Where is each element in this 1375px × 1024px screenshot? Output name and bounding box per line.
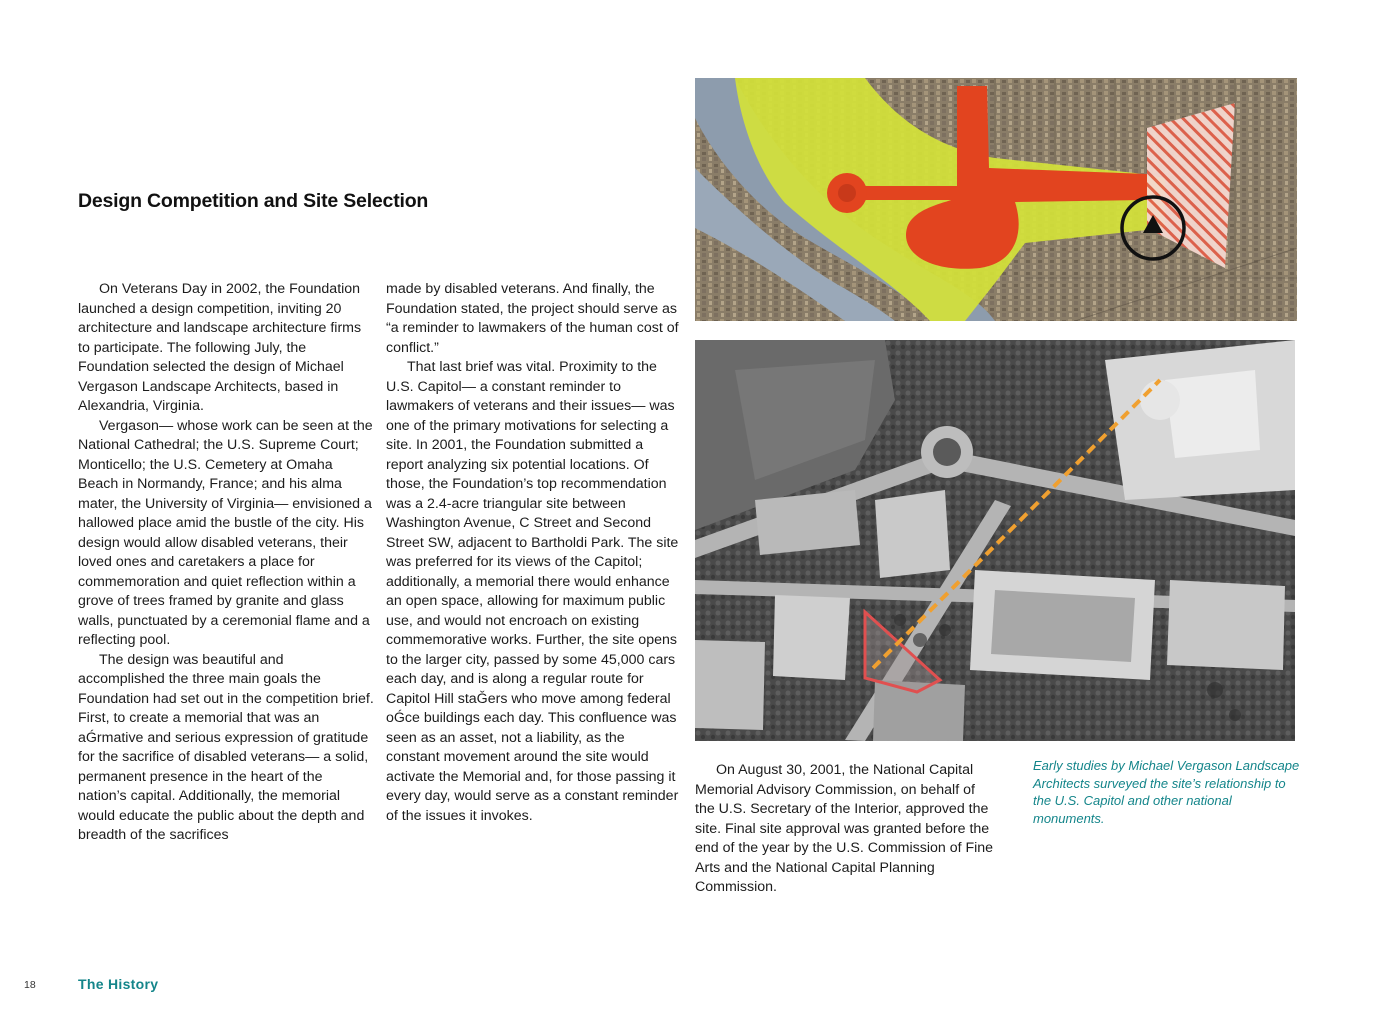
- paragraph: The design was beautiful and accomplished the three main goals the Foundation had set out in the competition brief. First, to create a memorial that was an aǴrmative and serious expression of gratitude for the sacrifice of disabled veterans— a solid, permanent presence in the heart of the nation’s capital. Additionally, the memorial would educate the public about the depth and breadth of the sacrifices: [78, 651, 374, 843]
- image-caption: Early studies by Michael Vergason Landscape Architects surveyed the site’s relationship to the U.S. Capitol and other national monuments.: [1033, 758, 1300, 826]
- text-column-2: [386, 280, 682, 826]
- paragraph: On August 30, 2001, the National Capital Memorial Advisory Commission, on behalf of the U.S. Secretary of the Interior, approved the site. Final site approval was granted before the end of the year by the U.S. Commission of Fine Arts and the National Capital Planning Commission.: [695, 762, 994, 895]
- running-footer-section: The History: [78, 976, 159, 992]
- text-column-1: [78, 280, 374, 846]
- paragraph-continuation: made by disabled veterans. And finally, the Foundation stated, the project should serve as “a reminder to lawmakers of the human cost of conflict.”: [386, 281, 679, 356]
- paragraph: That last brief was vital. Proximity to the U.S. Capitol— a constant reminder to lawmakers of veterans and their issues— was one of the primary motivations for selecting a site. In 2001, the Foundation submitted a report analyzing six potential locations. Of those, the Foundation’s top recommendation was a 2.4-acre triangular site between Washington Avenue, C Street and Second Street SW, adjacent to Bartholdi Park. The site was preferred for its views of the Capitol; additionally, a memorial there would enhance an open space, allowing for maximum public use, and would not encroach on existing commemorative works. Further, the site opens to the larger city, passed by some 45,000 cars each day, and is along a regular route for Capitol Hill staǦers who move among federal oǴce buildings each day. This confluence was seen as an asset, not a liability, as the constant movement around the site would activate the Memorial and, for those passing it every day, would serve as a constant reminder of the issues it invokes.: [386, 359, 679, 824]
- page-number: 18: [24, 979, 36, 991]
- paragraph: On Veterans Day in 2002, the Foundation launched a design competition, inviting 20 architecture and landscape architecture firms to participate. The following July, the Foundation selected the design of Michael Vergason Landscape Architects, based in Alexandria, Virginia.: [78, 281, 362, 414]
- paragraph: Vergason— whose work can be seen at the National Cathedral; the U.S. Supreme Court; Monticello; the U.S. Cemetery at Omaha Beach in Normandy, France; and his alma mater, the University of Virginia— envisioned a hallowed place amid the bustle of the city. His design would allow disabled veterans, their loved ones and caretakers a place for commemoration and quiet reflection within a grove of trees framed by granite and glass walls, punctuated by a ceremonial flame and a reflecting pool.: [78, 417, 373, 648]
- section-heading: Design Competition and Site Selection: [78, 190, 429, 212]
- mall-zoning-map: [695, 78, 1297, 321]
- site-sightline-aerial: [695, 340, 1295, 741]
- text-column-3: [695, 761, 995, 898]
